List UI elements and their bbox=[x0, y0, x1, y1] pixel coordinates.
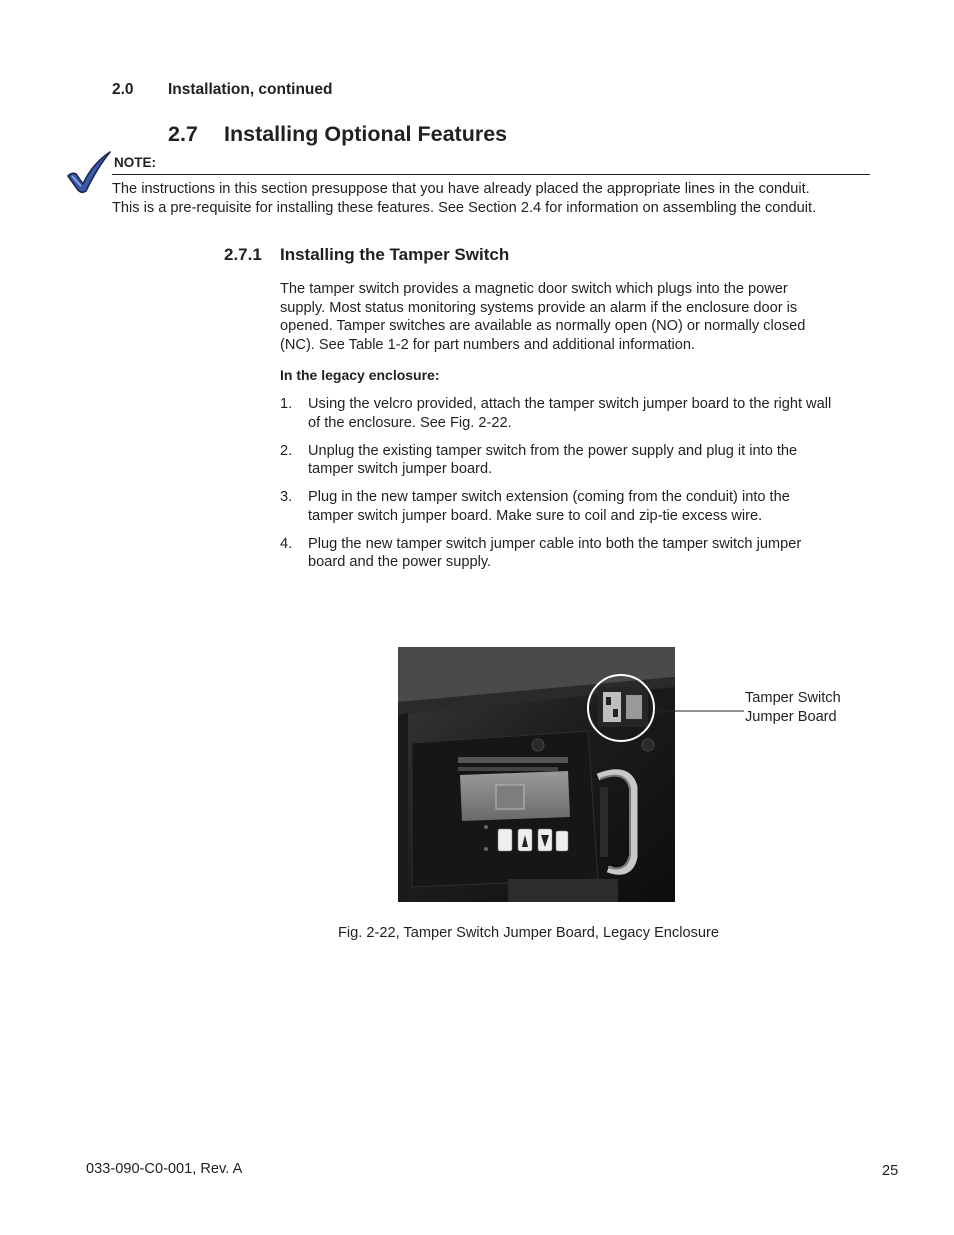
note-line: This is a pre-requisite for installing these features. See Section 2.4 for information on assembling the conduit. bbox=[112, 200, 817, 216]
section-title-text: Installing Optional Features bbox=[224, 122, 508, 146]
note-label: NOTE: bbox=[114, 155, 156, 170]
step-line: Plug in the new tamper switch extension (coming from the conduit) into the bbox=[308, 489, 790, 506]
figure-photo bbox=[398, 647, 675, 902]
step-line: Using the velcro provided, attach the tamper switch jumper board to the right wall bbox=[308, 396, 832, 412]
callout-line: Jumper Board bbox=[745, 708, 837, 725]
step-number: 4. bbox=[280, 535, 293, 552]
section-title bbox=[168, 122, 507, 147]
step-line: Unplug the existing tamper switch from the power supply and plug it into the bbox=[308, 442, 798, 459]
step-line: board and the power supply. bbox=[308, 554, 492, 571]
legacy-heading: In the legacy enclosure: bbox=[280, 367, 440, 383]
step-item bbox=[280, 442, 870, 479]
subsection-number: 2.7.1 bbox=[224, 245, 262, 264]
note-line: The instructions in this section presuppose that you have already placed the appropriate lines in the conduit. bbox=[112, 181, 810, 197]
step-number: 2. bbox=[280, 442, 293, 459]
step-item bbox=[280, 488, 870, 525]
step-line: of the enclosure. See Fig. 2-22. bbox=[308, 414, 512, 431]
callout-line: Tamper Switch bbox=[745, 690, 841, 706]
checkmark-icon bbox=[66, 150, 112, 194]
step-item bbox=[280, 535, 870, 572]
callout-leader bbox=[654, 702, 744, 720]
step-line: Plug the new tamper switch jumper cable into both the tamper switch jumper bbox=[308, 535, 802, 552]
step-line: tamper switch jumper board. Make sure to coil and zip-tie excess wire. bbox=[308, 507, 763, 524]
section-number: 2.7 bbox=[168, 122, 198, 146]
running-header bbox=[112, 81, 332, 99]
figure-caption: Fig. 2-22, Tamper Switch Jumper Board, Legacy Enclosure bbox=[338, 925, 719, 941]
callout-label bbox=[745, 689, 885, 726]
footer-doc-id: 033-090-C0-001, Rev. A bbox=[86, 1161, 243, 1177]
step-number: 3. bbox=[280, 489, 293, 506]
intro-line: opened. Tamper switches are available as normally open (NO) or normally closed bbox=[280, 318, 806, 335]
step-number: 1. bbox=[280, 396, 293, 412]
footer-page-number: 25 bbox=[882, 1163, 899, 1179]
note-divider bbox=[112, 174, 870, 175]
intro-paragraph bbox=[280, 280, 865, 354]
steps-list bbox=[280, 395, 870, 581]
step-line: tamper switch jumper board. bbox=[308, 461, 493, 478]
note-text bbox=[112, 180, 882, 218]
subsection-title bbox=[224, 245, 509, 265]
intro-line: (NC). See Table 1-2 for part numbers and additional information. bbox=[280, 336, 696, 353]
running-header-number: 2.0 bbox=[112, 81, 134, 98]
subsection-title-text: Installing the Tamper Switch bbox=[280, 245, 510, 264]
intro-line: supply. Most status monitoring systems provide an alarm if the enclosure door is bbox=[280, 299, 798, 316]
step-item bbox=[280, 395, 870, 432]
running-header-title: Installation, continued bbox=[168, 81, 333, 98]
intro-line: The tamper switch provides a magnetic door switch which plugs into the power bbox=[280, 281, 788, 297]
